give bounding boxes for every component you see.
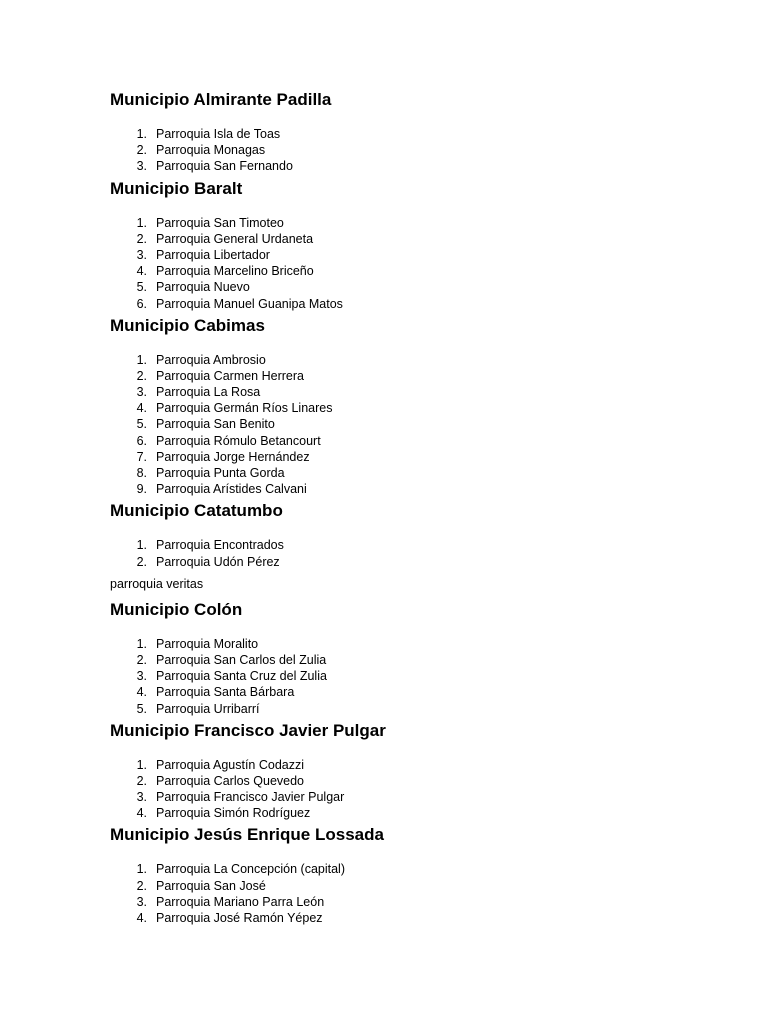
list-number: 3. — [136, 790, 147, 805]
list-item — [110, 400, 710, 416]
list-item — [110, 861, 710, 877]
list-item — [110, 537, 710, 553]
list-number: 4. — [136, 806, 147, 821]
list-item-text: Parroquia San Benito — [156, 417, 275, 432]
list-item-text: Parroquia Carmen Herrera — [156, 368, 304, 383]
municipio-heading: Municipio Jesús Enrique Lossada — [110, 825, 384, 845]
note-text: parroquia veritas — [110, 576, 204, 591]
list-number: 3. — [136, 247, 147, 262]
list-item — [110, 263, 710, 279]
list-item-text: Parroquia Monagas — [156, 143, 266, 158]
list-item-text: Parroquia La Concepción (capital) — [156, 862, 345, 877]
list-item — [110, 684, 710, 700]
parroquia-list — [110, 861, 710, 926]
list-item-text: Parroquia Agustín Codazzi — [156, 757, 305, 772]
list-item — [110, 416, 710, 432]
list-item-text: Parroquia Manuel Guanipa Matos — [156, 296, 343, 311]
list-item-text: Parroquia Santa Cruz del Zulia — [156, 669, 327, 684]
list-number: 2. — [136, 652, 147, 667]
list-item — [110, 384, 710, 400]
list-number: 5. — [136, 417, 147, 432]
list-item — [110, 465, 710, 481]
list-item — [110, 878, 710, 894]
list-item-text: Parroquia Francisco Javier Pulgar — [156, 790, 345, 805]
municipio-heading: Municipio Colón — [110, 599, 243, 619]
list-item-text: Parroquia Santa Bárbara — [156, 685, 295, 700]
list-item-text: Parroquia Nuevo — [156, 280, 250, 295]
list-item-text: Parroquia Udón Pérez — [156, 554, 280, 569]
document-page — [110, 89, 710, 926]
list-number: 8. — [136, 466, 147, 480]
list-item — [110, 757, 710, 773]
municipio-heading: Municipio Almirante Padilla — [110, 90, 332, 109]
list-item — [110, 449, 710, 465]
list-item — [110, 126, 710, 142]
list-item — [110, 142, 710, 158]
list-item — [110, 668, 710, 684]
list-number: 1. — [136, 636, 147, 651]
list-item-text: Parroquia Mariano Parra León — [156, 894, 325, 909]
list-number: 5. — [136, 701, 147, 716]
list-item — [110, 910, 710, 926]
list-item — [110, 158, 710, 174]
list-number: 1. — [136, 352, 147, 367]
municipio-heading: Municipio Francisco Javier Pulgar — [110, 720, 386, 740]
list-number: 6. — [136, 433, 147, 448]
list-item-text: Parroquia Jorge Hernández — [156, 449, 310, 464]
list-item — [110, 789, 710, 805]
list-number: 3. — [136, 669, 147, 684]
list-item — [110, 773, 710, 789]
list-item — [110, 296, 710, 312]
list-item — [110, 279, 710, 295]
list-item-text: Parroquia San Fernando — [156, 159, 293, 174]
list-number: 1. — [136, 127, 147, 141]
list-number: 2. — [136, 773, 147, 788]
list-number: 2. — [136, 231, 147, 246]
list-item-text: Parroquia Urribarrí — [156, 701, 260, 716]
list-item — [110, 894, 710, 910]
list-number: 2. — [136, 143, 147, 158]
list-item — [110, 652, 710, 668]
parroquia-list — [110, 215, 710, 312]
list-item-text: Parroquia José Ramón Yépez — [156, 911, 323, 925]
list-item-text: Parroquia Rómulo Betancourt — [156, 433, 321, 448]
list-number: 4. — [136, 401, 147, 416]
parroquia-list — [110, 352, 710, 498]
list-number: 6. — [136, 296, 147, 311]
list-item — [110, 231, 710, 247]
list-item — [110, 433, 710, 449]
list-item — [110, 352, 710, 368]
list-item — [110, 805, 710, 821]
list-number: 3. — [136, 385, 147, 400]
list-item-text: Parroquia Arístides Calvani — [156, 482, 307, 497]
list-item — [110, 701, 710, 717]
list-number: 1. — [136, 215, 147, 230]
list-number: 9. — [136, 482, 147, 497]
parroquia-list — [110, 757, 710, 822]
list-item-text: Parroquia General Urdaneta — [156, 231, 314, 246]
list-item-text: Parroquia San José — [156, 878, 266, 893]
list-item-text: Parroquia Simón Rodríguez — [156, 806, 311, 821]
list-item-text: Parroquia San Timoteo — [156, 215, 284, 230]
list-item — [110, 247, 710, 263]
list-number: 5. — [136, 280, 147, 295]
list-number: 7. — [136, 449, 147, 464]
list-number: 1. — [136, 757, 147, 772]
list-item — [110, 554, 710, 570]
list-item — [110, 481, 710, 497]
list-item-text: Parroquia San Carlos del Zulia — [156, 652, 327, 667]
parroquia-list — [110, 537, 710, 569]
list-item-text: Parroquia Moralito — [156, 636, 259, 651]
parroquia-list — [110, 126, 710, 175]
list-number: 3. — [136, 894, 147, 909]
list-item-text: Parroquia Marcelino Briceño — [156, 264, 314, 279]
municipio-heading: Municipio Catatumbo — [110, 501, 283, 521]
list-number: 2. — [136, 554, 147, 569]
list-item-text: Parroquia Isla de Toas — [156, 127, 281, 141]
list-number: 4. — [136, 685, 147, 700]
list-item-text: Parroquia Germán Ríos Linares — [156, 401, 333, 416]
list-item-text: Parroquia Punta Gorda — [156, 466, 285, 480]
list-item-text: Parroquia Carlos Quevedo — [156, 773, 304, 788]
municipio-heading: Municipio Baralt — [110, 178, 243, 198]
list-number: 2. — [136, 368, 147, 383]
list-item — [110, 368, 710, 384]
list-item — [110, 636, 710, 652]
list-number: 1. — [136, 538, 147, 553]
list-item-text: Parroquia La Rosa — [156, 385, 261, 400]
list-item — [110, 215, 710, 231]
list-number: 3. — [136, 159, 147, 174]
list-number: 1. — [136, 862, 147, 877]
list-number: 4. — [136, 264, 147, 279]
list-number: 4. — [136, 911, 147, 925]
list-item-text: Parroquia Ambrosio — [156, 352, 266, 367]
list-number: 2. — [136, 878, 147, 893]
list-item-text: Parroquia Encontrados — [156, 538, 284, 553]
parroquia-list — [110, 636, 710, 717]
municipio-heading: Municipio Cabimas — [110, 315, 265, 335]
list-item-text: Parroquia Libertador — [156, 247, 270, 262]
